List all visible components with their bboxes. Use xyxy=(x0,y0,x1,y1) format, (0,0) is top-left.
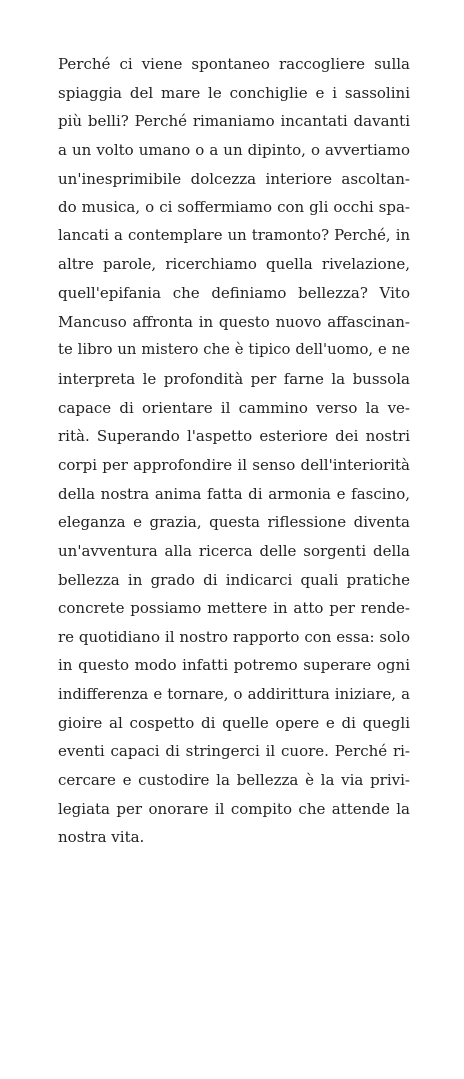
blurb-line: in questo modo infatti potremo superare ogni xyxy=(58,656,410,675)
blurb-line: do musica, o ci soffermiamo con gli occhi spa- xyxy=(58,198,410,217)
blurb-line: un'avventura alla ricerca delle sorgenti della xyxy=(58,541,410,560)
blurb-line: indifferenza e tornare, o addirittura iniziare, a xyxy=(58,685,410,704)
blurb-line: rità. Superando l'aspetto esteriore dei nostri xyxy=(58,427,410,446)
blurb-line: lancati a contemplare un tramonto? Perché, in xyxy=(58,226,410,244)
blurb-line: Perché ci viene spontaneo raccogliere sulla xyxy=(58,55,410,73)
blurb-line: più belli? Perché rimaniamo incantati davanti xyxy=(58,112,410,131)
blurb-line: bellezza in grado di indicarci quali pratiche xyxy=(58,570,410,589)
blurb-line: a un volto umano o a un dipinto, o avvertiamo xyxy=(58,140,410,159)
blurb-line: eleganza e grazia, questa riflessione diventa xyxy=(58,513,410,532)
blurb-line: corpi per approfondire il senso dell'interiorità xyxy=(58,455,410,474)
blurb-line: quell'epifania che definiamo bellezza? Vito xyxy=(58,284,410,303)
blurb-line: un'inesprimibile dolcezza interiore ascoltan- xyxy=(58,169,410,188)
blurb-line: della nostra anima fatta di armonia e fascino, xyxy=(58,484,410,503)
blurb-line: concrete possiamo mettere in atto per rende- xyxy=(58,599,410,618)
blurb-line: interpreta le profondità per farne la bussola xyxy=(58,370,410,389)
blurb-line: nostra vita. xyxy=(58,828,145,847)
blurb-line: te libro un mistero che è tipico dell'uomo, e ne xyxy=(58,341,410,359)
blurb-line: re quotidiano il nostro rapporto con essa: solo xyxy=(58,627,410,646)
blurb-line: capace di orientare il cammino verso la ve- xyxy=(58,398,410,417)
blurb-line: legiata per onorare il compito che attende la xyxy=(58,799,410,818)
blurb-line: eventi capaci di stringerci il cuore. Perché ri- xyxy=(58,742,410,761)
blurb-line: spiaggia del mare le conchiglie e i sassolini xyxy=(58,83,410,102)
blurb-line: Mancuso affronta in questo nuovo affascinan- xyxy=(58,312,410,331)
blurb-line: altre parole, ricerchiamo quella rivelazione, xyxy=(58,255,410,274)
blurb-line: gioire al cospetto di quelle opere e di quegli xyxy=(58,713,410,732)
blurb-line: cercare e custodire la bellezza è la via privi- xyxy=(58,771,410,790)
blurb-paragraph xyxy=(58,50,410,852)
